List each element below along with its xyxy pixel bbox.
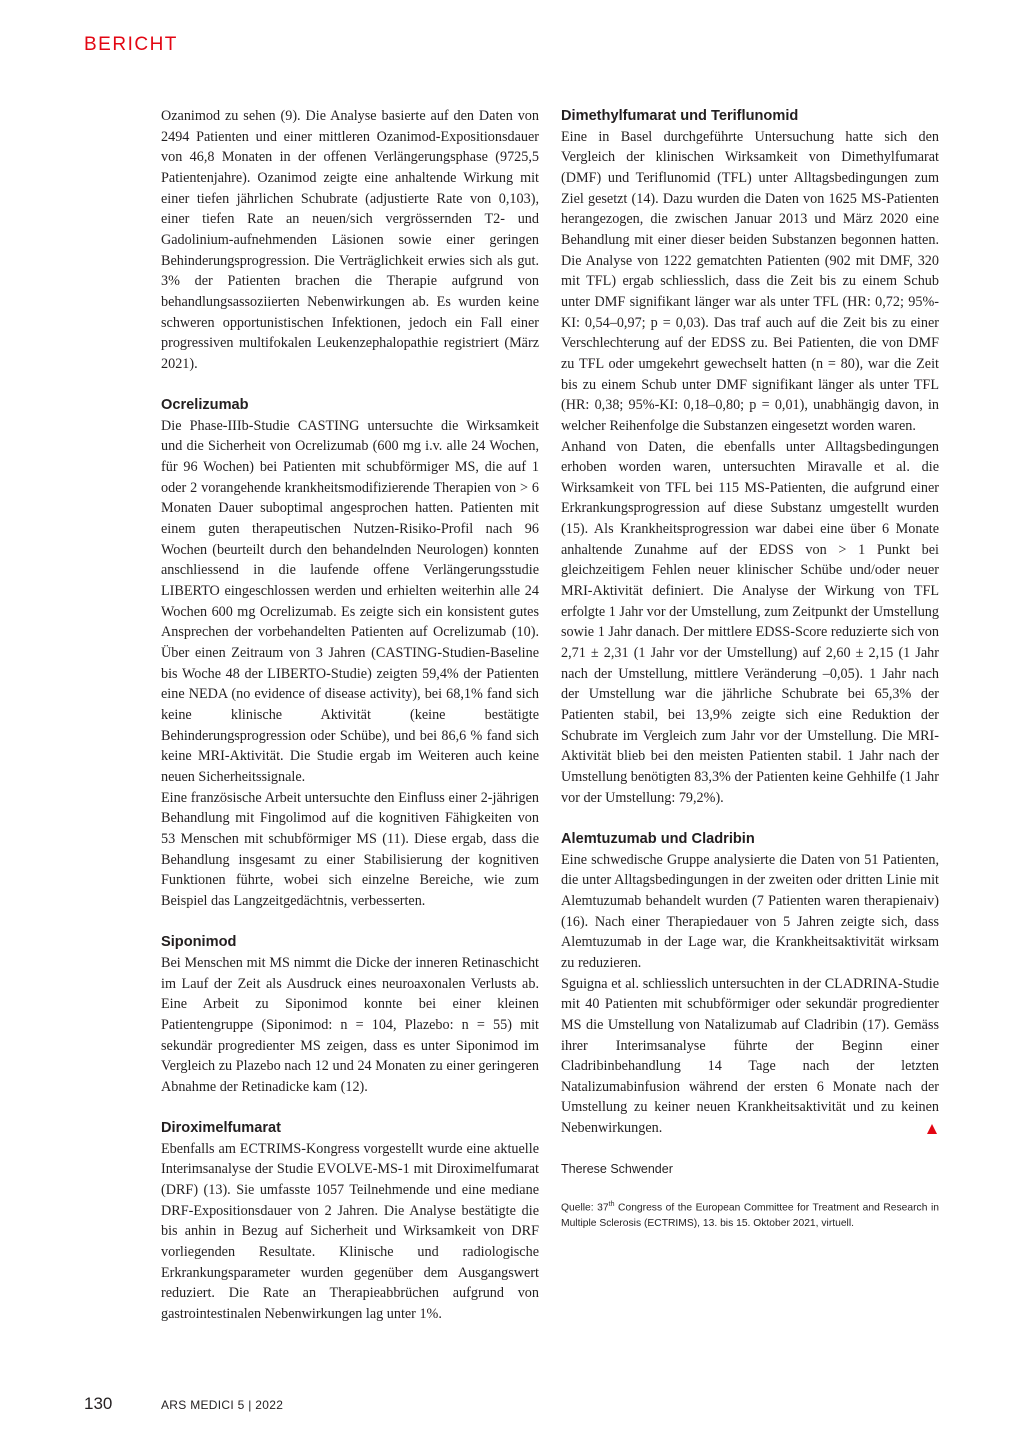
heading-dmf-tfl: Dimethylfumarat und Teriflunomid xyxy=(561,108,799,124)
source-prefix: Quelle: 37 xyxy=(561,1202,609,1214)
page-number: 130 xyxy=(84,1394,113,1413)
journal-footer: ARS MEDICI 5 | 2022 xyxy=(161,1398,284,1412)
heading-ocrelizumab: Ocrelizumab xyxy=(161,397,249,414)
source-note xyxy=(561,1197,939,1230)
paragraph-siponimod: Bei Menschen mit MS nimmt die Dicke der inneren Retinaschicht im Lauf der Zeit als Ausdruck eines neuroaxonalen Verlusts ab. Eine Arbeit zu Siponimod konnte bei einer kleinen Patientengruppe (Siponimod: n = 104, Plazebo: n = 55) mit sekundär progredienter MS zeigen, dass es unter Siponimod im Vergleich zu Plazebo nach 12 und 24 Monaten zu einer geringeren Abnahme der Retinadicke kam (12). xyxy=(161,954,539,1095)
paragraph-cladrina-text: Sguigna et al. schliesslich untersuchten in der CLADRINA-Studie mit 40 Patienten mit schubförmiger oder sekundär progredienter MS die Umstellung von Natalizumab auf Cladribin (17). Gemäss ihrer Interimsanalyse führte der Beginn einer Cladribinbehandlung 14 Tage nach der letzten Natalizumabinfusion während der ersten 6 Monate nach der Umstellung zu keiner neuen Krankheitsaktivität und zu keinen Nebenwirkungen. xyxy=(561,975,939,1137)
heading-alemtuzumab-cladribin: Alemtuzumab und Cladribin xyxy=(561,830,755,847)
paragraph-ozanimod: Ozanimod zu sehen (9). Die Analyse basierte auf den Daten von 2494 Patienten und einer mittleren Ozanimod-Expositionsdauer von 46,8 Monaten in der offenen Verlängerungsphase (9725,5 Patientenjahre). Ozanimod zeigte eine anhaltende Wirkung mit einer tiefen jährlichen Schubrate (adjustierte Rate von 0,103), einer tiefen Rate an neuen/sich vergrössernden T2- und Gadolinium-aufnehmenden Läsionen sowie einer geringen Behinderungsprogression. Die Verträglichkeit erwies sich als gut. 3% der Patienten brachen die Therapie aufgrund von behandlungsassoziierten Nebenwirkungen ab. Es wurden keine schweren opportunistischen Infektionen, jedoch ein Fall einer progressiven multifokalen Leukenzephalopathie registriert (März 2021). xyxy=(161,108,539,372)
paragraph-dmf-tfl: Eine in Basel durchgeführte Untersuchung hatte sich den Vergleich der klinischen Wirksamkeit von Dimethylfumarat (DMF) und Teriflunomid (TFL) unter Alltagsbedingungen zum Ziel gesetzt (14). Dazu wurden die Daten von 1625 MS-Patienten herangezogen, die zwischen Januar 2013 und März 2020 eine Behandlung mit einer dieser beiden Substanzen begonnen hatten. Die Analyse von 1222 gematchten Patienten (902 mit DMF, 320 mit TFL) ergab schliesslich, dass die Zeit bis zu einem Schub unter DMF signifikant länger war als unter TFL (HR: 0,72; 95%-KI: 0,54–0,97; p = 0,03). Das traf auch auf die Zeit bis zu einer Verschlechterung auf der EDSS zu. Bei Patienten, die von DMF zu TFL oder umgekehrt gewechselt hatten (n = 80), war die Zeit bis zu einem Schub unter DMF signifikant länger als unter TFL (HR: 0,38; 95%-KI: 0,18–0,80; p = 0,01), unabhängig davon, in welcher Reihenfolge die Substanzen eingesetzt worden waren. xyxy=(561,128,939,434)
heading-siponimod: Siponimod xyxy=(161,934,237,951)
end-of-article-triangle-icon xyxy=(927,1124,937,1134)
source-rest: Congress of the European Committee for Treatment and Research in Multiple Sclerosis (ECTRIMS), 13. bis 15. Oktober 2021, virtuell. xyxy=(561,1202,939,1229)
source-superscript: th xyxy=(608,1201,615,1209)
paragraph-fingolimod: Eine französische Arbeit untersuchte den Einfluss einer 2-jährigen Behandlung mit Fingolimod auf die kognitiven Fähigkeiten von 53 Menschen mit schubförmiger MS (11). Diese ergab, dass die Behandlung insgesamt zu einer Stabilisierung der kognitiven Funktionen führte, wobei sich einzelne Bereiche, wie zum Beispiel das Langzeitgedächtnis, verbesserten. xyxy=(161,789,539,909)
section-label: BERICHT xyxy=(84,34,178,55)
heading-diroximelfumarat: Diroximelfumarat xyxy=(161,1120,282,1137)
paragraph-cladrina xyxy=(561,974,939,1139)
author-name: Therese Schwender xyxy=(561,1161,673,1176)
paragraph-diroximelfumarat: Ebenfalls am ECTRIMS-Kongress vorgestellt wurde eine aktuelle Interimsanalyse der Studie EVOLVE-MS-1 mit Diroximelfumarat (DRF) (13). Sie umfasste 1057 Teilnehmende und eine mediane DRF-Expositionsdauer von 2 Jahren. Die Analyse bestätigte die bis anhin in Bezug auf Sicherheit und Wirksamkeit von DRF vorliegenden Resultate. Klinische und radiologische Erkrankungsparameter wurden gegenüber dem Ausgangswert reduziert. Die Rate an Therapieabbrüchen aufgrund von gastrointestinalen Nebenwirkungen lag unter 1%. xyxy=(161,1140,539,1323)
paragraph-alemtuzumab: Eine schwedische Gruppe analysierte die Daten von 51 Patienten, die unter Alltagsbedingungen in der zweiten oder dritten Linie mit Alemtuzumab behandelt wurden (7 Patienten waren therapienaiv) (16). Nach einer Therapiedauer von 5 Jahren zeigte sich, dass Alemtuzumab in der Lage war, die Krankheitsaktivität wirksam zu reduzieren. xyxy=(561,851,939,971)
right-column xyxy=(561,106,939,1231)
paragraph-ocrelizumab: Die Phase-IIIb-Studie CASTING untersuchte die Wirksamkeit und die Sicherheit von Ocrelizumab (600 mg i.v. alle 24 Wochen, für 96 Wochen) bei Patienten mit schubförmiger MS, die auf 1 oder 2 vorangehende krankheitsmodifizierende Therapien von > 6 Monaten Dauer suboptimal angesprochen hatten. Patienten mit einem guten therapeutischen Nutzen-Risiko-Profil nach 96 Wochen (beurteilt durch den behandelnden Neurologen) konnten anschliessend in die laufende offene Verlängerungsstudie LIBERTO eingeschlossen werden und erhielten weiterhin alle 24 Wochen 600 mg Ocrelizumab. Es zeigte sich ein konsistent gutes Ansprechen der vorbehandelten Patienten auf Ocrelizumab (10). Über einen Zeitraum von 3 Jahren (CASTING-Studien-Baseline bis Woche 48 der LIBERTO-Studie) zeigten 59,4% der Patienten eine NEDA (no evidence of disease activity), bei 68,1% fand sich keine klinische Aktivität (keine bestätigte Behinderungsprogression oder Schübe), und bei 86,6 % fand sich keine MRI-Aktivität. Die Studie ergab im Weiteren auch keine neuen Sicherheitssignale. xyxy=(161,417,539,785)
paragraph-miravalle: Anhand von Daten, die ebenfalls unter Alltagsbedingungen erhoben worden waren, untersuchten Miravalle et al. die Wirksamkeit von TFL bei 115 MS-Patienten, die aufgrund einer Erkrankungsprogression auf diese Substanz umgestellt wurden (15). Als Krankheitsprogression war dabei eine über 6 Monate anhaltende Zunahme auf der EDSS von > 1 Punkt bei gleichzeitigem Fehlen neuer klinischer Schübe und/oder neuer MRI-Aktivität definiert. Die Analyse der Wirkung von TFL erfolgte 1 Jahr vor der Umstellung, zum Zeitpunkt der Umstellung sowie 1 Jahr danach. Der mittlere EDSS-Score reduzierte sich von 2,71 ± 2,31 (1 Jahr vor der Umstellung) auf 2,60 ± 2,15 (1 Jahr nach der Umstellung, mittlere Veränderung –0,05). 1 Jahr nach der Umstellung war die jährliche Schubrate bei 65,3% der Patienten stabil, bei 13,9% zeigte sich eine Reduktion der Schubrate im Vergleich zum Jahr vor der Umstellung. Die MRI-Aktivität blieb bei den meisten Patienten stabil. 1 Jahr nach der Umstellung benötigten 83,3% der Patienten keine Gehhilfe (1 Jahr vor der Umstellung: 79,2%). xyxy=(561,438,939,806)
left-column xyxy=(161,106,539,1325)
